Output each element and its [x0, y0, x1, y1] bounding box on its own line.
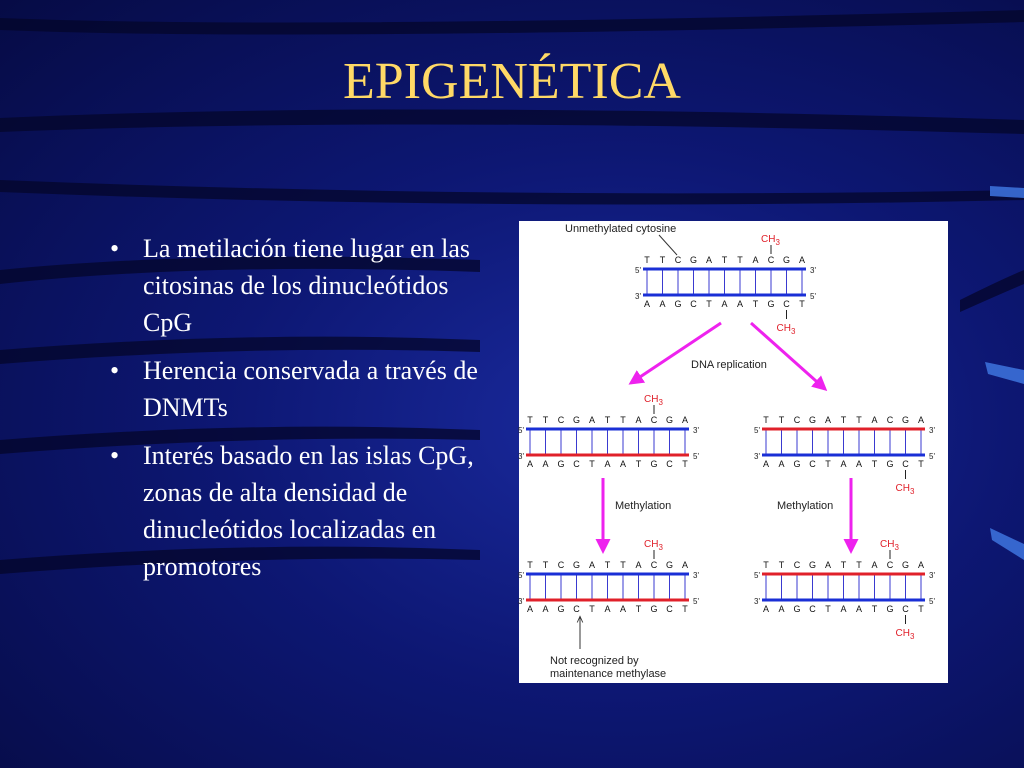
- bottom-base: A: [643, 299, 651, 309]
- bullet-item: [100, 230, 500, 341]
- bullet-marker: •: [110, 356, 120, 385]
- bottom-base: G: [767, 299, 775, 309]
- methyl-group-bottom: $CH_3$: [895, 483, 915, 496]
- top-base: A: [681, 415, 689, 425]
- top-base: T: [737, 255, 743, 265]
- bottom-base: T: [706, 299, 712, 309]
- top-base: A: [705, 255, 713, 265]
- top-base: T: [542, 560, 549, 570]
- bottom-base: T: [918, 604, 924, 614]
- bottom-base: A: [855, 459, 863, 469]
- top-base: T: [778, 560, 785, 570]
- top-base: C: [650, 415, 658, 425]
- bottom-base: A: [604, 604, 611, 614]
- bottom-base: C: [666, 604, 673, 614]
- top-base: T: [840, 415, 847, 425]
- bottom-base: T: [799, 299, 805, 309]
- top-base: A: [588, 560, 596, 570]
- bullet-item: [100, 437, 500, 585]
- bottom-base: C: [902, 604, 909, 614]
- bottom-base: T: [589, 459, 595, 469]
- bottom-base: G: [793, 459, 801, 469]
- bottom-base: G: [650, 459, 658, 469]
- top-base: G: [901, 415, 910, 425]
- bottom-base: A: [659, 299, 666, 309]
- top-base: C: [886, 560, 894, 570]
- bottom-base: G: [650, 604, 658, 614]
- bottom-base: A: [619, 459, 627, 469]
- unmethylated-cytosine-label: Unmethylated cytosine: [565, 223, 677, 235]
- top-base: C: [650, 560, 658, 570]
- methyl-group-top: $CH_3$: [644, 539, 663, 552]
- bottom-base: G: [793, 604, 801, 614]
- top-base: T: [659, 255, 666, 265]
- bottom-base: G: [886, 459, 894, 469]
- top-base: A: [798, 255, 806, 265]
- strand-end-label: 3': [754, 597, 760, 606]
- top-base: G: [572, 560, 581, 570]
- unmethylated-pointer: [659, 235, 677, 255]
- bottom-base: C: [573, 459, 580, 469]
- methyl-group-bottom-subscript: 3: [909, 632, 915, 641]
- slide-title: EPIGENÉTICA: [343, 53, 681, 110]
- top-base: T: [721, 255, 728, 265]
- bottom-base: C: [783, 299, 790, 309]
- top-base: C: [767, 255, 775, 265]
- top-base: C: [793, 415, 801, 425]
- diagram-canvas: [519, 221, 948, 683]
- bottom-base: G: [557, 604, 565, 614]
- bottom-base: T: [635, 459, 642, 469]
- strand-end-label: 3': [929, 571, 935, 580]
- top-base: A: [917, 560, 925, 570]
- bullet-text: Herencia conservada a través de DNMTs: [143, 356, 478, 422]
- strand-end-label: 3': [635, 292, 641, 301]
- bottom-base: T: [871, 604, 878, 614]
- bullet-text: La metilación tiene lugar en las citosinas de los dinucleótidos CpG: [143, 234, 471, 337]
- bottom-base: C: [809, 459, 816, 469]
- top-base: T: [778, 415, 785, 425]
- methyl-group-bottom: $CH_3$: [895, 628, 915, 641]
- bottom-base: G: [557, 459, 565, 469]
- bottom-base: A: [619, 604, 627, 614]
- top-base: A: [635, 415, 642, 425]
- top-base: T: [542, 415, 549, 425]
- bottom-base: T: [682, 459, 688, 469]
- strand-end-label: 3': [693, 426, 699, 435]
- strand-end-label: 3': [810, 266, 816, 275]
- bottom-base: A: [736, 299, 744, 309]
- strand-end-label: 3': [929, 426, 935, 435]
- bottom-base: T: [682, 604, 688, 614]
- strand-end-label: 5': [929, 452, 935, 461]
- bottom-base: A: [526, 604, 534, 614]
- top-base: G: [665, 415, 674, 425]
- strand-end-label: 3': [693, 571, 699, 580]
- dna-methylation-diagram: [519, 221, 948, 683]
- bullet-marker: •: [110, 441, 120, 470]
- top-base: A: [871, 415, 878, 425]
- methyl-group-top: $CH_3$: [880, 539, 899, 552]
- bottom-base: G: [674, 299, 682, 309]
- bottom-base: T: [752, 299, 759, 309]
- bottom-base: A: [840, 459, 847, 469]
- bullet-list: [100, 230, 500, 596]
- top-base: G: [782, 255, 791, 265]
- strand-end-label: 5': [693, 597, 699, 606]
- bottom-base: A: [762, 604, 770, 614]
- methyl-group-top-subscript: 3: [658, 398, 663, 407]
- strand-end-label: 5': [693, 452, 699, 461]
- methylation-label-right: Methylation: [777, 500, 834, 512]
- top-base: C: [674, 255, 682, 265]
- methylation-label-left: Methylation: [615, 500, 672, 512]
- bottom-base: A: [762, 459, 770, 469]
- strand-end-label: 5': [754, 571, 760, 580]
- methyl-group-bottom-subscript: 3: [790, 327, 796, 336]
- top-base: T: [856, 415, 862, 425]
- bottom-base: A: [778, 604, 785, 614]
- top-base: A: [681, 560, 689, 570]
- top-base: T: [620, 560, 626, 570]
- strand-end-label: 5': [518, 571, 524, 580]
- top-base: G: [689, 255, 698, 265]
- bottom-base: A: [526, 459, 534, 469]
- top-base: T: [527, 415, 533, 425]
- methyl-group-top-subscript: 3: [775, 238, 780, 247]
- strand-end-label: 5': [518, 426, 524, 435]
- methyl-group-bottom: $CH_3$: [776, 323, 796, 336]
- top-base: A: [588, 415, 596, 425]
- top-base: T: [527, 560, 533, 570]
- bottom-base: T: [589, 604, 595, 614]
- top-base: T: [604, 415, 611, 425]
- bottom-base: A: [855, 604, 863, 614]
- top-base: A: [824, 560, 832, 570]
- top-base: A: [635, 560, 642, 570]
- bullet-text: Interés basado en las islas CpG, zonas de alta densidad de dinucleótidos localizadas en promotores: [143, 441, 474, 581]
- top-base: A: [871, 560, 878, 570]
- bottom-base: C: [902, 459, 909, 469]
- top-base: T: [856, 560, 862, 570]
- bottom-base: C: [666, 459, 673, 469]
- top-base: A: [824, 415, 832, 425]
- top-base: G: [665, 560, 674, 570]
- bottom-base: T: [825, 604, 831, 614]
- top-base: C: [793, 560, 801, 570]
- bullet-item: [100, 352, 500, 426]
- bullet-marker: •: [110, 234, 120, 263]
- bottom-base: A: [542, 459, 549, 469]
- top-base: T: [763, 560, 769, 570]
- bottom-base: A: [604, 459, 611, 469]
- top-base: G: [901, 560, 910, 570]
- not-recognized-label: Not recognized by: [550, 655, 639, 667]
- strand-end-label: 3': [518, 452, 524, 461]
- top-base: T: [604, 560, 611, 570]
- top-base: T: [644, 255, 650, 265]
- strand-end-label: 5': [929, 597, 935, 606]
- top-base: C: [557, 560, 565, 570]
- bottom-base: T: [871, 459, 878, 469]
- bottom-base: C: [690, 299, 697, 309]
- top-base: A: [752, 255, 759, 265]
- strand-end-label: 3': [754, 452, 760, 461]
- bottom-base: T: [825, 459, 831, 469]
- methyl-group-top-subscript: 3: [894, 543, 899, 552]
- top-base: G: [808, 560, 817, 570]
- replication-arrow-left: [631, 323, 721, 383]
- methyl-group-top-subscript: 3: [658, 543, 663, 552]
- bottom-base: A: [840, 604, 847, 614]
- methyl-group-top: $CH_3$: [644, 394, 663, 407]
- bottom-base: A: [778, 459, 785, 469]
- top-base: T: [763, 415, 769, 425]
- methyl-group-bottom-subscript: 3: [909, 487, 915, 496]
- bottom-base: C: [573, 604, 580, 614]
- strand-end-label: 5': [810, 292, 816, 301]
- top-base: T: [840, 560, 847, 570]
- bottom-base: A: [721, 299, 728, 309]
- top-base: G: [808, 415, 817, 425]
- bottom-base: T: [918, 459, 924, 469]
- top-base: T: [620, 415, 626, 425]
- methyl-group-top: $CH_3$: [761, 234, 780, 247]
- strand-end-label: 5': [635, 266, 641, 275]
- bottom-base: A: [542, 604, 549, 614]
- bottom-base: T: [635, 604, 642, 614]
- top-base: C: [886, 415, 894, 425]
- maintenance-methylase-label: maintenance methylase: [550, 668, 667, 680]
- bottom-base: G: [886, 604, 894, 614]
- bottom-base: C: [809, 604, 816, 614]
- top-base: C: [557, 415, 565, 425]
- top-base: G: [572, 415, 581, 425]
- strand-end-label: 3': [518, 597, 524, 606]
- strand-end-label: 5': [754, 426, 760, 435]
- top-base: A: [917, 415, 925, 425]
- dna-replication-label: DNA replication: [691, 359, 767, 371]
